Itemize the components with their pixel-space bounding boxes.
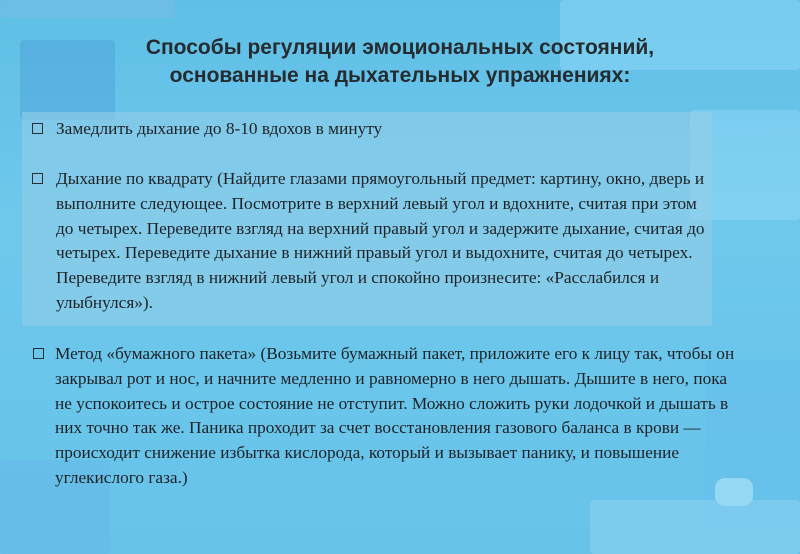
slide-title-line-2: основанные на дыхательных упражнениях: <box>169 64 631 87</box>
square-bullet-icon <box>32 123 43 134</box>
square-bullet-icon <box>33 348 44 359</box>
decor-shape <box>590 500 800 554</box>
list-item <box>56 117 706 142</box>
list-item-text: Замедлить дыхание до 8-10 вдохов в минуту <box>56 119 383 138</box>
slide-title-line-1: Способы регуляции эмоциональных состояний, <box>145 36 655 59</box>
list-item-text: Метод «бумажного пакета» (Возьмите бумажный пакет, приложите его к лицу так, чтобы он закрывал рот и нос, и начните медленно и равномерно в него дышать. Дышите в него, пока не успокоитесь и острое состояние не отступит. Можно сложить руки лодочкой и дышать в них точно так же. Паника проходит за счет восстановления газового баланса в крови — происходит снижение избытка кислорода, который и вызывает панику, и повышение углекислого газа.) <box>55 344 735 487</box>
list-item-text: Дыхание по квадрату (Найдите глазами прямоугольный предмет: картину, окно, дверь и выполните следующее. Посмотрите в верхний левый угол и вдохните, считая при этом до четырех. Переведите взгляд на верхний правый угол и задержите дыхание, считая до четырех. Переведите дыхание в нижний правый угол и выдохните, считая до четырех. Переведите взгляд в нижний левый угол и спокойно произнесите: «Расслабился и улыбнулся»). <box>56 169 705 312</box>
list-item <box>55 342 745 491</box>
square-bullet-icon <box>32 173 43 184</box>
slide-title <box>0 34 800 90</box>
list-item <box>56 167 706 316</box>
decor-shape <box>0 0 175 18</box>
